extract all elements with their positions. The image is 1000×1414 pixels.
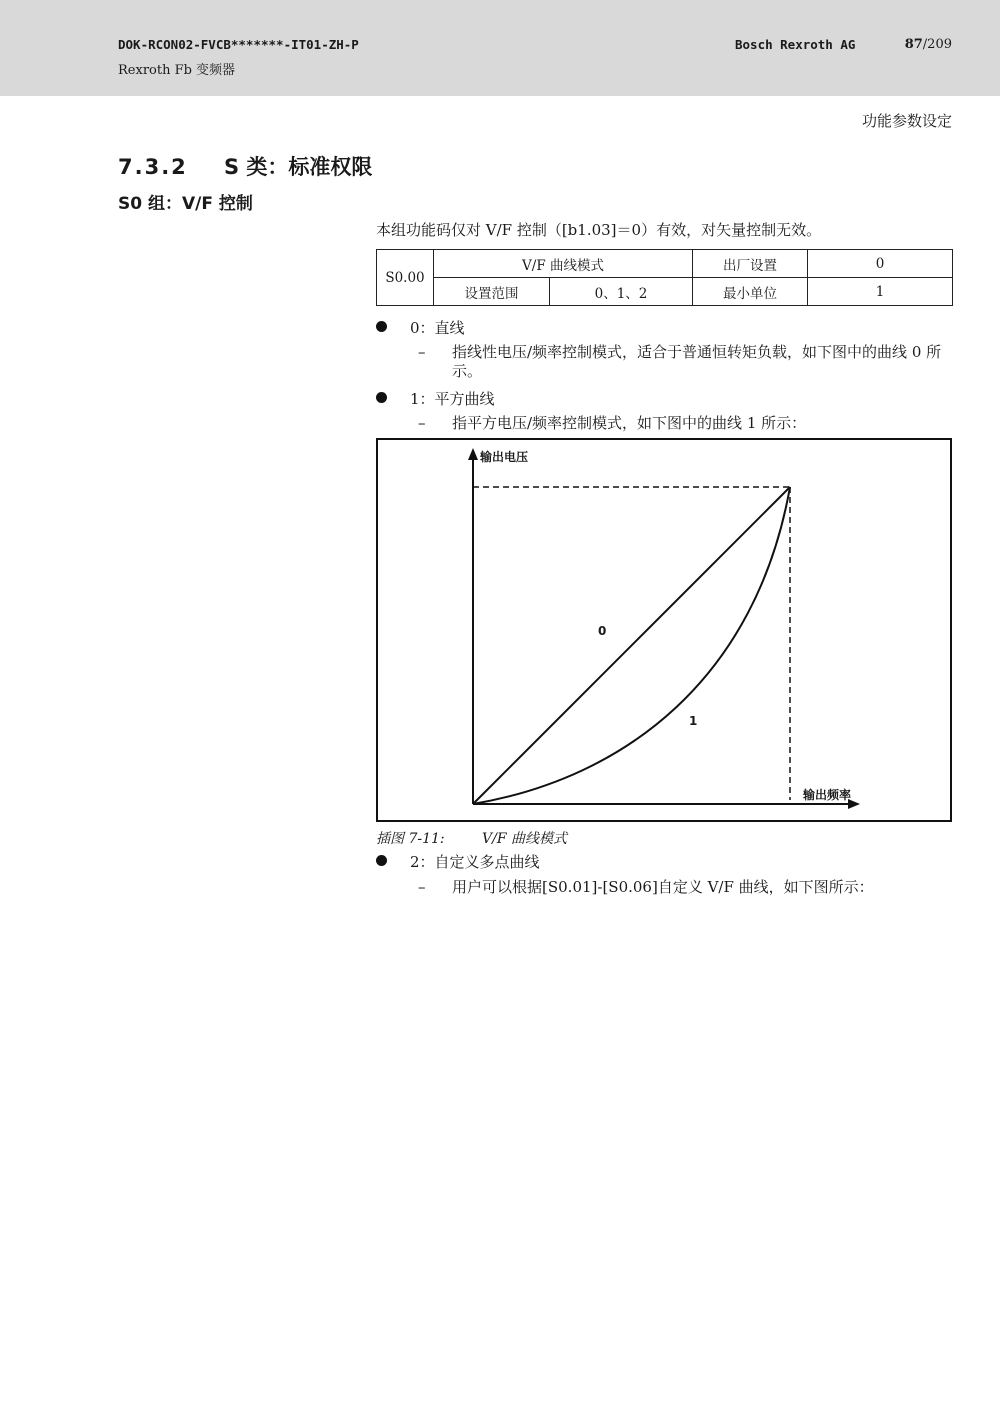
option-item <box>376 388 495 409</box>
curve-0-label: 0 <box>598 624 607 638</box>
dash-icon: – <box>418 414 426 432</box>
option-desc-text: 指平方电压/频率控制模式，如下图中的曲线 1 所示： <box>452 414 807 432</box>
product-name: Rexroth Fb 变频器 <box>118 63 236 78</box>
default-value-cell: 0 <box>808 250 953 278</box>
page-current: 87 <box>904 37 923 52</box>
option-description <box>418 343 952 381</box>
dash-icon: – <box>418 343 426 361</box>
bullet-icon <box>376 321 387 332</box>
param-name-cell: V/F 曲线模式 <box>434 250 693 278</box>
figure-caption <box>376 828 567 848</box>
page-number <box>905 37 952 52</box>
company-name: Bosch Rexroth AG <box>735 37 856 52</box>
bullet-icon <box>376 392 387 403</box>
option-desc-text: 指线性电压/频率控制模式，适合于普通恒转矩负载，如下图中的曲线 0 所示。 <box>452 343 942 380</box>
option-title: 2：自定义多点曲线 <box>410 853 540 871</box>
table-row <box>377 278 953 306</box>
range-value-cell: 0、1、2 <box>550 278 693 306</box>
unit-value-cell: 1 <box>808 278 953 306</box>
section-heading <box>118 151 372 181</box>
option-desc-text: 用户可以根据[S0.01]-[S0.06]自定义 V/F 曲线，如下图所示： <box>452 878 874 896</box>
option-description <box>418 414 952 433</box>
y-axis-label: 输出电压 <box>480 450 529 464</box>
option-title: 0：直线 <box>410 319 465 337</box>
caption-title: V/F 曲线模式 <box>482 831 567 847</box>
table-row <box>377 250 953 278</box>
x-axis-label: 输出频率 <box>803 788 852 802</box>
range-label-cell: 设置范围 <box>434 278 550 306</box>
option-title: 1：平方曲线 <box>410 390 495 408</box>
figure-frame <box>377 439 951 821</box>
intro-text: 本组功能码仅对 V/F 控制（[b1.03]＝0）有效，对矢量控制无效。 <box>376 221 822 239</box>
bullet-icon <box>376 855 387 866</box>
caption-number: 插图 7-11: <box>376 831 445 847</box>
section-label: 功能参数设定 <box>861 112 952 130</box>
unit-label-cell: 最小单位 <box>693 278 808 306</box>
option-description <box>418 878 952 897</box>
vf-curve-diagram <box>376 438 952 822</box>
doc-code: DOK-RCON02-FVCB*******-IT01-ZH-P <box>118 37 359 52</box>
curve-1-label: 1 <box>689 714 698 728</box>
option-item <box>376 851 540 872</box>
default-label-cell: 出厂设置 <box>693 250 808 278</box>
option-item <box>376 317 465 338</box>
dash-icon: – <box>418 878 426 896</box>
parameter-table <box>376 249 953 306</box>
section-number: 7.3.2 <box>118 155 188 179</box>
vf-curve-figure <box>376 438 952 822</box>
section-title: S 类：标准权限 <box>224 155 373 179</box>
page-total: /209 <box>922 37 952 52</box>
group-heading: S0 组：V/F 控制 <box>118 194 253 214</box>
param-code-cell: S0.00 <box>377 250 434 306</box>
